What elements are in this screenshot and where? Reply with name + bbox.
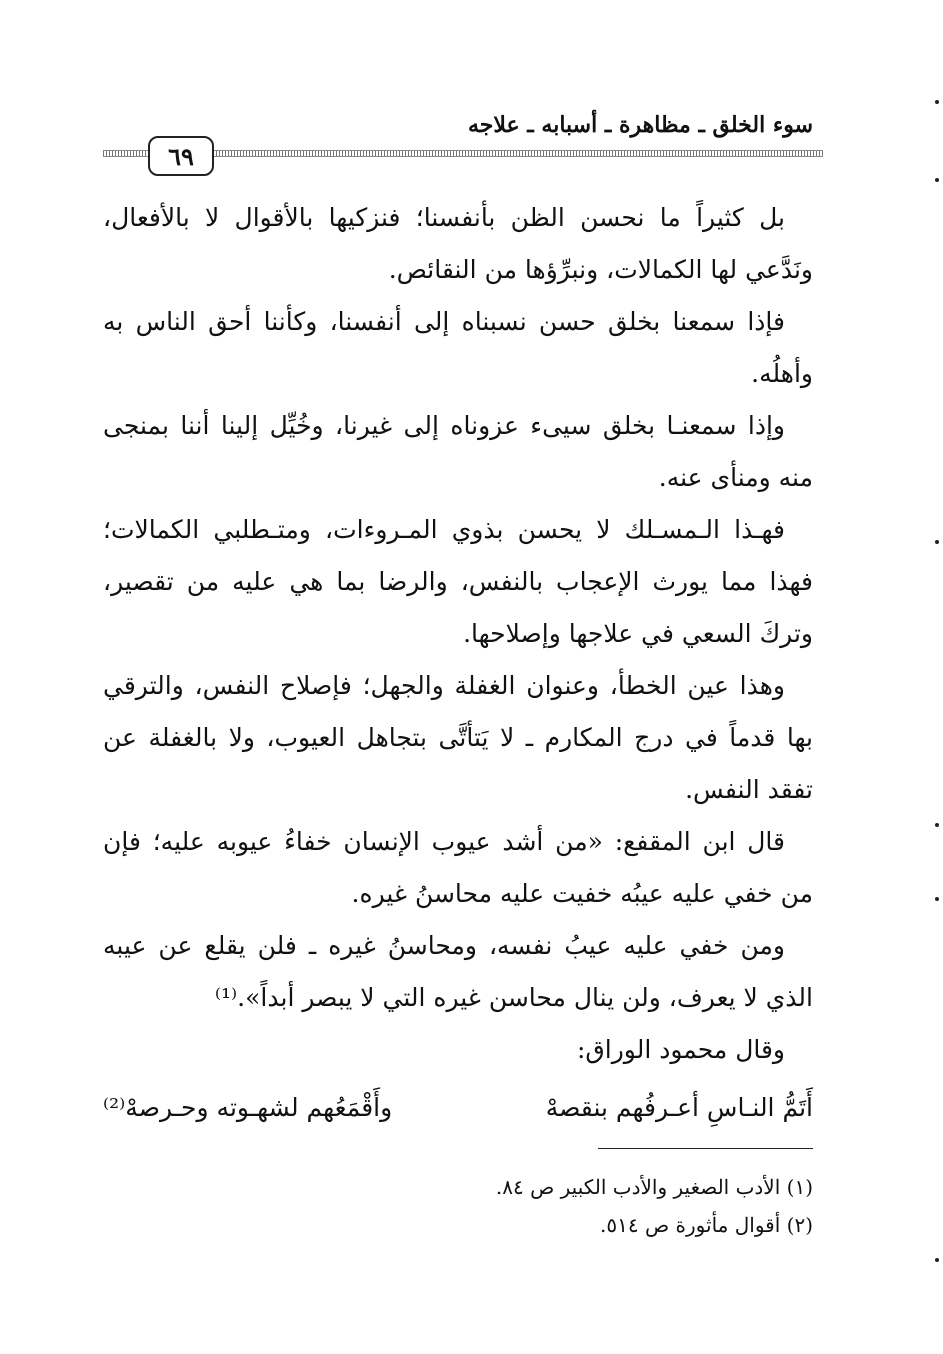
paragraph: فهـذا الـمسـلك لا يحسن بذوي المـروءات، ومتـطلبي الكمالات؛ فهذا مما يورث الإعجاب بالنفس، والرضا بما هي عليه من تقصير، وتركَ السعي في علاجها وإصلاحها. [103, 515, 813, 648]
scan-speck [935, 897, 939, 901]
paragraph: فإذا سمعنا بخلق حسن نسبناه إلى أنفسنا، وكأننا أحق الناس به وأهلُه. [103, 307, 813, 388]
scan-speck [935, 1258, 939, 1262]
page-number: ٦٩ [168, 141, 194, 171]
main-text [103, 192, 813, 1134]
verse-second-hemistich: وأَقْمَعُهم لشهـوته وحـرصهْ⁽²⁾ [103, 1093, 393, 1122]
paragraph: وقال محمود الوراق: [576, 1035, 785, 1064]
paragraph: بل كثيراً ما نحسن الظن بأنفسنا؛ فنزكيها بالأقوال لا بالأفعال، ونَدَّعي لها الكمالات، ونبرِّؤها من النقائص. [103, 203, 813, 284]
footnote-separator [598, 1148, 813, 1149]
paragraph: وهذا عين الخطأ، وعنوان الغفلة والجهل؛ فإصلاح النفس، والترقي بها قدماً في درج المكارم ـ لا يَتأتَّى بتجاهل العيوب، ولا بالغفلة عن تفقد النفس. [103, 671, 813, 804]
page-number-box [148, 136, 214, 176]
paragraph: قال ابن المقفع: «من أشد عيوب الإنسان خفاءُ عيوبه عليه؛ فإن من خفي عليه عيبُه خفيت عليه محاسنُ غيره. [103, 827, 813, 908]
footnote: (١) الأدب الصغير والأدب الكبير ص ٨٤. [495, 1175, 813, 1199]
scan-speck [935, 178, 939, 182]
footnotes [300, 1168, 813, 1244]
scan-speck [935, 100, 939, 104]
footnote: (٢) أقوال مأثورة ص ٥١٤. [600, 1213, 813, 1237]
header-rule-left [103, 150, 148, 157]
header-rule-right [213, 150, 823, 157]
verse-first-hemistich: أَتَمُّ النـاسِ أعـرفُهم بنقصهْ [545, 1093, 813, 1122]
scan-speck [935, 823, 939, 827]
paragraph: ومن خفي عليه عيبُ نفسه، ومحاسنُ غيره ـ فلن يقلع عن عيبه الذي لا يعرف، ولن ينال محاسن غيره التي لا يبصر أبداً».⁽¹⁾ [103, 931, 813, 1012]
scan-speck [935, 540, 939, 544]
paragraph: وإذا سمعنـا بخلق سيىء عزوناه إلى غيرنا، وخُيِّل إلينا أننا بمنجى منه ومنأى عنه. [103, 411, 813, 492]
poetry-verse [103, 1082, 813, 1134]
running-header-title: سوء الخلق ـ مظاهرة ـ أسبابه ـ علاجه [468, 112, 813, 138]
